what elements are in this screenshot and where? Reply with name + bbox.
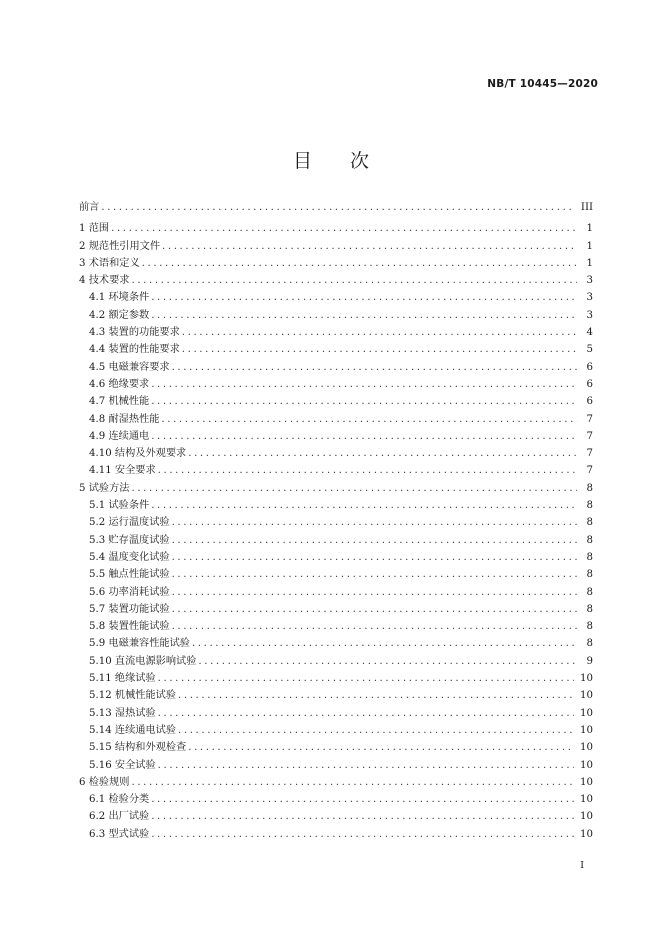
toc-entry-label: 5.5 触点性能试验 [89,569,170,581]
toc-entry-page: 10 [580,794,593,806]
toc-entry[interactable] [79,199,593,216]
toc-entry-label: 6.2 出厂试验 [89,811,150,823]
toc-entry[interactable] [79,826,593,843]
toc-entry[interactable] [79,618,593,635]
toc-entry-page: 8 [586,621,593,633]
toc-entry-page: 7 [586,465,593,477]
toc-entry-label: 4.2 额定参数 [89,309,150,321]
toc-entry-label: 5.15 结构和外观检查 [89,742,187,754]
toc-entry[interactable] [79,462,593,479]
toc-entry[interactable] [79,376,593,393]
toc-entry-page: 8 [586,569,593,581]
toc-entry-label: 5.1 试验条件 [89,500,150,512]
toc-entry[interactable] [79,445,593,462]
toc-entry-page: 10 [580,776,593,788]
toc-entry-page: 7 [586,413,593,425]
toc-leader-dots [151,826,574,843]
toc-entry-label: 5.7 装置功能试验 [89,603,170,615]
toc-entry-label: 4.10 结构及外观要求 [89,448,187,460]
toc-entry-label: 5.9 电磁兼容性能试验 [89,638,190,650]
toc-entry-label: 4.7 机械性能 [89,396,150,408]
toc-entry[interactable] [79,791,593,808]
toc-leader-dots [188,739,574,756]
toc-entry[interactable] [79,238,593,255]
toc-entry[interactable] [79,705,593,722]
toc-leader-dots [142,255,577,272]
toc-entry-label: 6 检验规则 [79,776,130,788]
toc-entry-page: 10 [580,759,593,771]
toc-entry-label: 5.13 湿热试验 [89,707,156,719]
toc-entry-page: 9 [586,655,593,667]
toc-entry-label: 1 范围 [79,223,110,235]
toc-entry-label: 前言 [79,202,100,213]
toc-leader-dots [101,199,575,216]
toc-leader-dots [151,791,574,808]
toc-entry[interactable] [79,722,593,739]
toc-leader-dots [131,774,574,791]
toc-leader-dots [172,514,577,531]
toc-entry-page: 10 [580,724,593,736]
toc-leader-dots [158,670,574,687]
toc-entry-page: 3 [586,275,593,287]
toc-leader-dots [151,497,577,514]
toc-entry-label: 5.8 装置性能试验 [89,621,170,633]
toc-entry-page: 8 [586,551,593,563]
toc-entry[interactable] [79,359,593,376]
toc-entry-label: 2 规范性引用文件 [79,240,161,252]
toc-entry[interactable] [79,653,593,670]
toc-entry[interactable] [79,307,593,324]
toc-entry[interactable] [79,341,593,358]
toc-entry[interactable] [79,428,593,445]
toc-entry-page: 4 [586,327,593,339]
toc-entry[interactable] [79,324,593,341]
toc-entry[interactable] [79,272,593,289]
toc-leader-dots [158,705,574,722]
toc-entry-label: 5.11 绝缘试验 [89,673,156,685]
toc-entry-label: 5.12 机械性能试验 [89,690,177,702]
toc-entry[interactable] [79,601,593,618]
toc-leader-dots [151,428,577,445]
toc-entry[interactable] [79,670,593,687]
toc-leader-dots [178,722,574,739]
toc-entry-label: 3 术语和定义 [79,257,140,269]
toc-leader-dots [172,532,577,549]
toc-entry-page: 6 [586,361,593,373]
toc-entry[interactable] [79,549,593,566]
toc-entry-page: 8 [586,500,593,512]
toc-entry[interactable] [79,480,593,497]
toc-entry-page: 5 [586,344,593,356]
toc-leader-dots [151,289,577,306]
toc-entry-page: 8 [586,482,593,494]
toc-entry-label: 5.16 安全试验 [89,759,156,771]
toc-entry[interactable] [79,808,593,825]
toc-entry-page: 3 [586,292,593,304]
toc-leader-dots [182,341,577,358]
page-number: I [580,860,584,871]
toc-entry[interactable] [79,255,593,272]
toc-entry[interactable] [79,774,593,791]
toc-entry-page: 10 [580,690,593,702]
toc-entry-label: 4.8 耐湿热性能 [89,413,160,425]
toc-entry-page: 8 [586,603,593,615]
toc-entry-page: 8 [586,517,593,529]
toc-entry-label: 6.3 型式试验 [89,828,150,840]
standard-code: NB/T 10445—2020 [487,78,598,90]
toc-entry[interactable] [79,514,593,531]
toc-leader-dots [158,757,574,774]
toc-leader-dots [198,653,577,670]
toc-leader-dots [172,601,577,618]
toc-entry-label: 4.11 安全要求 [89,465,156,477]
toc-entry-label: 5.14 连续通电试验 [89,724,177,736]
page-title: 目 次 [292,150,369,172]
toc-leader-dots [151,393,577,410]
toc-leader-dots [172,584,577,601]
toc-entry-page: 6 [586,378,593,390]
toc-entry[interactable] [79,497,593,514]
toc-leader-dots [131,480,577,497]
toc-leader-dots [182,324,577,341]
toc-entry[interactable] [79,411,593,428]
toc-entry-page: 10 [580,811,593,823]
toc-leader-dots [172,359,577,376]
toc-entry-label: 4.1 环境条件 [89,292,150,304]
toc-leader-dots [151,307,577,324]
toc-leader-dots [161,411,577,428]
toc-entry-page: 1 [586,223,593,235]
toc-entry-page: 3 [586,309,593,321]
toc-entry-label: 4.5 电磁兼容要求 [89,361,170,373]
toc-leader-dots [172,549,577,566]
toc-entry-label: 6.1 检验分类 [89,794,150,806]
toc-entry-page: 1 [586,240,593,252]
toc-entry-label: 5.3 贮存温度试验 [89,534,170,546]
toc-entry[interactable] [79,635,593,652]
toc-entry-page: 8 [586,586,593,598]
toc-entry-page: 8 [586,534,593,546]
toc-entry-label: 5 试验方法 [79,482,130,494]
toc-leader-dots [162,238,577,255]
toc-entry-label: 4.9 连续通电 [89,430,150,442]
toc-entry[interactable] [79,739,593,756]
toc-leader-dots [192,635,577,652]
toc-entry[interactable] [79,584,593,601]
toc-leader-dots [188,445,577,462]
toc-leader-dots [111,220,577,237]
toc-entry-label: 4 技术要求 [79,275,130,287]
toc-entry[interactable] [79,393,593,410]
toc-leader-dots [172,566,577,583]
toc-entry-label: 4.6 绝缘要求 [89,378,150,390]
toc-entry[interactable] [79,289,593,306]
toc-entry-label: 4.4 装置的性能要求 [89,344,180,356]
toc-entry-label: 5.4 温度变化试验 [89,551,170,563]
toc-entry-label: 5.2 运行温度试验 [89,517,170,529]
toc-entry[interactable] [79,757,593,774]
toc-entry-page: 7 [586,448,593,460]
toc-leader-dots [151,808,574,825]
toc-entry-page: 6 [586,396,593,408]
toc-entry-page: 10 [580,742,593,754]
toc-leader-dots [172,618,577,635]
toc-entry[interactable] [79,687,593,704]
table-of-contents [79,199,593,843]
toc-leader-dots [158,462,577,479]
toc-entry-page: 7 [586,430,593,442]
toc-entry-page: 8 [586,638,593,650]
toc-leader-dots [151,376,577,393]
toc-entry[interactable] [79,532,593,549]
toc-entry-page: 10 [580,707,593,719]
toc-entry-label: 5.10 直流电源影响试验 [89,655,197,667]
toc-leader-dots [131,272,577,289]
toc-entry-page: 10 [580,673,593,685]
toc-entry[interactable] [79,220,593,237]
toc-entry-label: 4.3 装置的功能要求 [89,327,180,339]
toc-entry-page: III [580,202,593,213]
toc-leader-dots [178,687,574,704]
toc-entry-label: 5.6 功率消耗试验 [89,586,170,598]
toc-entry-page: 10 [580,828,593,840]
toc-entry-page: 1 [586,257,593,269]
toc-entry[interactable] [79,566,593,583]
